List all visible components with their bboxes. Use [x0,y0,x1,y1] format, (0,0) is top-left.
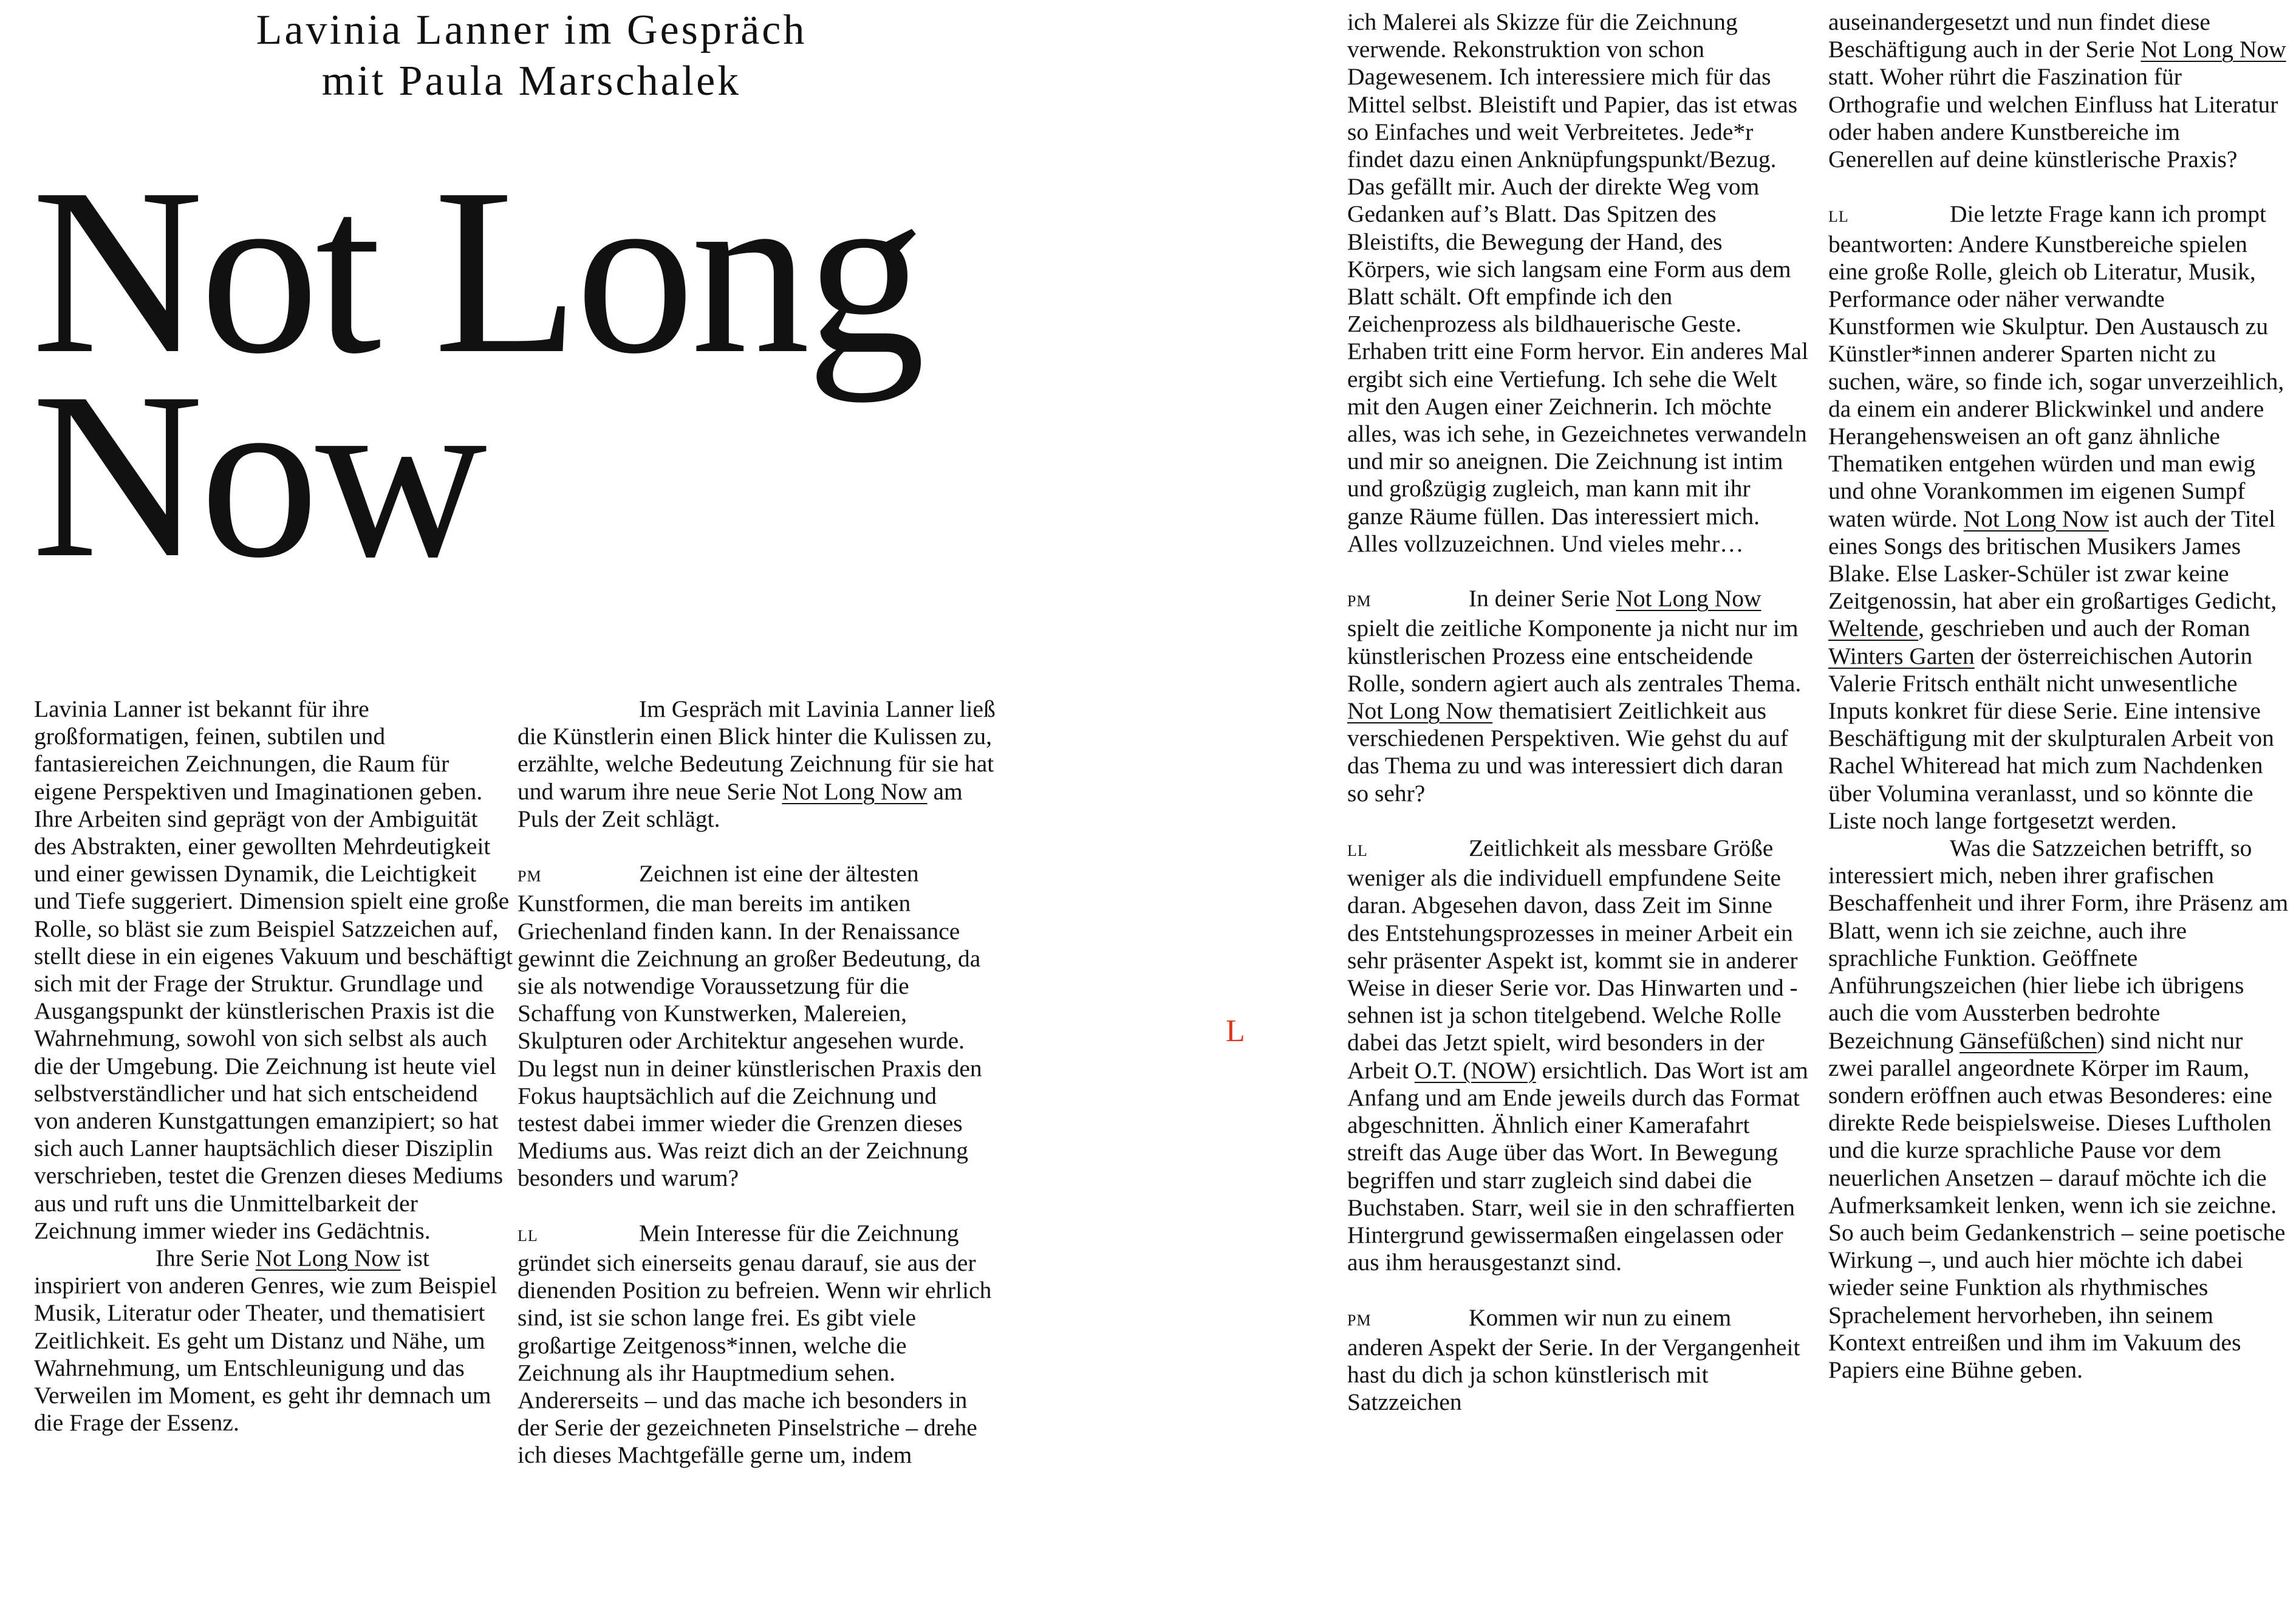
artwork-title-ref: O.T. (NOW) [1414,1056,1536,1084]
intro-paragraph: Lavinia Lanner ist bekannt für ihre großformatigen, feinen, subtilen und fantasiereichen Zeichnungen, die Raum für eigene Perspektiven und Imaginationen geben. Ihre Arbeiten sind geprägt von der Ambiguität des Abstrakten, einer gewollten Mehrdeutigkeit und einer gewissen Dynamik, die Leichtigkeit und Tiefe suggeriert. Dimension spielt eine große Rolle, so bläst sie zum Beispiel Satzzeichen auf, stellt diese in ein eigenes Vakuum und beschäftigt sich mit der Frage der Struktur. Grundlage und Ausgangspunkt der künstlerischen Praxis ist die Wahrnehmung, sowohl von sich selbst als auch die der Umgebung. Die Zeichnung ist heute viel selbstverständlicher und hat sich entscheidend von anderen Kunstgattungen emanzipiert; so hat sich auch Lanner hauptsächlich dieser Disziplin verschrieben, testet die Grenzen dieses Mediums aus und ruft uns die Unmittelbarkeit der Zeichnung immer wieder ins Gedächtnis. [34,696,513,1244]
title-line-1: Not Long [32,139,922,403]
text-run: Mein Interesse für die Zeichnung gründet sich einerseits genau darauf, sie aus der dienenden Position zu befreien. Wenn wir ehrlich sind, ist sie schon lange frei. Es gibt viele großartige Zeitgenoss*innen, welche die Zeichnung als ihr Hauptmedium sehen. Andererseits – und das mache ich besonders in der Serie der gezeichneten Pinselstriche – drehe ich dieses Machtgefälle gerne um, indem [518,1219,992,1469]
text-run: ist auch der Titel eines Songs des britischen Musikers James Blake. Else Lasker-Schüler ist zwar keine Zeitgenossin, hat aber ein großartiges Gedicht, [1828,505,2277,615]
text-run: Kommen wir nun zu einem anderen Aspekt der Serie. In der Vergangenheit hast du dich ja schon künstlerisch mit Satzzeichen [1347,1304,1800,1416]
series-title-ref: Not Long Now [1347,697,1493,725]
byline-line-1: Lavinia Lanner im Gespräch [256,7,807,53]
text-column-1 [34,696,514,1437]
speaker-label-ll: LL [1347,842,1368,860]
question-3 [1347,1304,1809,1417]
series-title-ref: Not Long Now [1616,585,1761,612]
series-title-ref: Not Long Now [2141,36,2286,63]
speaker-label-ll: LL [518,1226,538,1245]
article-title [32,139,1064,607]
answer-3 [1828,200,2290,835]
text-run: auseinandergesetzt und nun findet diese Beschäftigung auch in der Serie [1828,9,2210,63]
text-run: Im Gespräch mit Lavinia Lanner ließ die Künstlerin einen Blick hinter die Kulissen zu, erzählte, welche Bedeutung Zeichnung für sie hat und warum ihre neue Serie [518,696,996,805]
text-run: Zeitlichkeit als messbare Größe weniger als die individuell empfundene Seite daran. Abgesehen davon, dass Zeit im Sinne des Entstehungsprozesses in meiner Arbeit ein sehr präsenter Aspekt ist, kommt sie in anderer Weise in dieser Serie vor. Das Hinwarten und -sehnen ist ja schon titelgebend. Welche Rolle dabei das Jetzt spielt, wird besonders in der Arbeit [1347,835,1798,1084]
text-run: Zeichnen ist eine der ältesten Kunstformen, die man bereits im antiken Griechenland finden kann. In der Renaissance gewinnt die Zeichnung an großer Bedeutung, da sie als notwendige Voraussetzung für die Schaffung von Kunstwerken, Malereien, Skulpturen oder Architektur angesehen wurde. Du legst nun in deiner künstlerischen Praxis den Fokus hauptsächlich auf die Zeichnung und testest dabei immer wieder die Grenzen dieses Mediums aus. Was reizt dich an der Zeichnung besonders und warum? [518,860,982,1192]
poem-title-ref: Weltende [1828,615,1919,642]
title-line-2: Now [32,343,484,607]
text-column-3 [1347,9,1809,1416]
byline-line-2: mit Paula Marschalek [321,58,742,104]
text-run: statt. Woher rührt die Faszination für Orthografie und welchen Einfluss hat Literatur oder haben andere Kunstbereiche im Generellen auf deine künstlerische Praxis? [1828,63,2278,173]
text-run: In deiner Serie [1469,585,1616,612]
term-ref: Gänsefüßchen [1959,1027,2097,1054]
byline [182,5,881,107]
question-1 [518,860,997,1192]
folio-letter: L [1226,1014,1245,1048]
answer-1-continued: ich Malerei als Skizze für die Zeichnung verwende. Rekonstruktion von schon Dagewesenem. Ich interessiere mich für das Mittel selbst. Bleistift und Papier, das ist etwas so Einfaches und weit Verbreitetes. Jede*r findet dazu einen Anknüpfungspunkt/Bezug. Das gefällt mir. Auch der direkte Weg vom Gedanken auf’s Blatt. Das Spitzen des Bleistifts, die Bewegung der Hand, des Körpers, wie sich langsam eine Form aus dem Blatt schält. Oft empfinde ich den Zeichenprozess als bildhauerische Geste. Erhaben tritt eine Form hervor. Ein anderes Mal ergibt sich eine Vertiefung. Ich sehe die Welt mit den Augen einer Zeichnerin. Ich möchte alles, was ich sehe, in Gezeichnetes verwandeln und mir so aneignen. Die Zeichnung ist intim und großzügig zugleich, man kann mit ihr ganze Räume füllen. Das interessiert mich. Alles vollzuzeichnen. Und vieles mehr… [1347,9,1809,557]
text-run: Was die Satzzeichen betrifft, so interessiert mich, neben ihrer grafischen Beschaffenheit und ihrer Form, ihre Präsenz am Blatt, wenn ich sie zeichne, auch ihre sprachliche Funktion. Geöffnete Anführungszeichen (hier liebe ich übrigens auch die vom Aussterben bedrohte Bezeichnung [1828,835,2289,1054]
answer-1 [518,1220,997,1469]
text-run: Die letzte Frage kann ich prompt beantworten: Andere Kunstbereiche spielen eine große Rolle, gleich ob Literatur, Musik, Performance oder näher verwandte Kunstformen wie Skulptur. Den Austausch zu Künstler*innen anderer Sparten nicht zu suchen, wäre, so finde ich, sogar unverzeihlich, da einem ein anderer Blickwinkel und andere Herangehensweisen an oft ganz ähnliche Thematiken entgehen würden und man ewig und ohne Vorankommen im eigenen Sumpf waten würde. [1828,200,2284,532]
speaker-label-pm: PM [1347,1311,1372,1329]
series-title-ref: Not Long Now [255,1245,401,1272]
question-3-continued [1828,9,2290,173]
text-run: ) sind nicht nur zwei parallel angeordnete Körper im Raum, sondern eröffnen auch etwas Besonderes: eine direkte Rede beispielsweise. Dieses Luftholen und die kurze sprachliche Pause vor dem neuerlichen Ansetzen – darauf möchte ich die Aufmerksamkeit lenken, wenn ich sie zeichne. So auch beim Gedankenstrich – seine poetische Wirkung –, und auch hier möchte ich dabei wieder seine Funktion als rhythmisches Sprachelement hervorheben, ihn seinem Kontext entreißen und ihm im Vakuum des Papiers eine Bühne geben. [1828,1027,2286,1383]
interview-intro [518,696,997,833]
text-run: , geschrieben und auch der Roman [1918,615,2250,642]
text-run: der österreichischen Autorin Valerie Fritsch enthält nicht unwesentliche Inputs konkret für diese Serie. Eine intensive Beschäftigung mit der skulpturalen Arbeit von Rachel Whiteread hat mich zum Nachdenken über Volumina veranlasst, und so könnte die Liste noch lange fortgesetzt werden. [1828,642,2274,834]
answer-2 [1347,835,1809,1276]
text-column-2 [518,696,997,1469]
text-run: thematisiert Zeitlichkeit aus verschiedenen Perspektiven. Wie gehst du auf das Thema zu und was interessiert dich daran so sehr? [1347,697,1789,807]
speaker-label-ll: LL [1828,208,1849,226]
speaker-label-pm: PM [1347,592,1372,610]
text-run: ist inspiriert von anderen Genres, wie zum Beispiel Musik, Literatur oder Theater, und thematisiert Zeitlichkeit. Es geht um Distanz und Nähe, um Wahrnehmung, um Entschleunigung und das Verweilen im Moment, es geht ihr demnach um die Frage der Essenz. [34,1245,497,1437]
text-run: spielt die zeitliche Komponente ja nicht nur im künstlerischen Prozess eine entscheidende Rolle, sondern agiert auch als zentrales Thema. [1347,615,1802,697]
series-title-ref: Not Long Now [782,778,928,805]
question-2 [1347,585,1809,807]
text-run: Ihre Serie [155,1245,256,1272]
text-run: ersichtlich. Das Wort ist am Anfang und am Ende jeweils durch das Format abgeschnitten. Ähnlich einer Kamerafahrt streift das Auge über das Wort. In Bewegung begriffen und starr zugleich sind dabei die Buchstaben. Starr, weil sie in den schraffierten Hintergrund gewissermaßen eingelassen oder aus ihm herausgestanzt sind. [1347,1056,1808,1276]
speaker-label-pm: PM [518,867,542,886]
text-run: am Puls der Zeit schlägt. [518,778,963,832]
text-column-4 [1828,9,2290,1384]
novel-title-ref: Winters Garten [1828,642,1975,669]
song-title-ref: Not Long Now [1963,505,2109,532]
series-paragraph [34,1245,514,1437]
answer-3-paragraph-2 [1828,835,2290,1384]
